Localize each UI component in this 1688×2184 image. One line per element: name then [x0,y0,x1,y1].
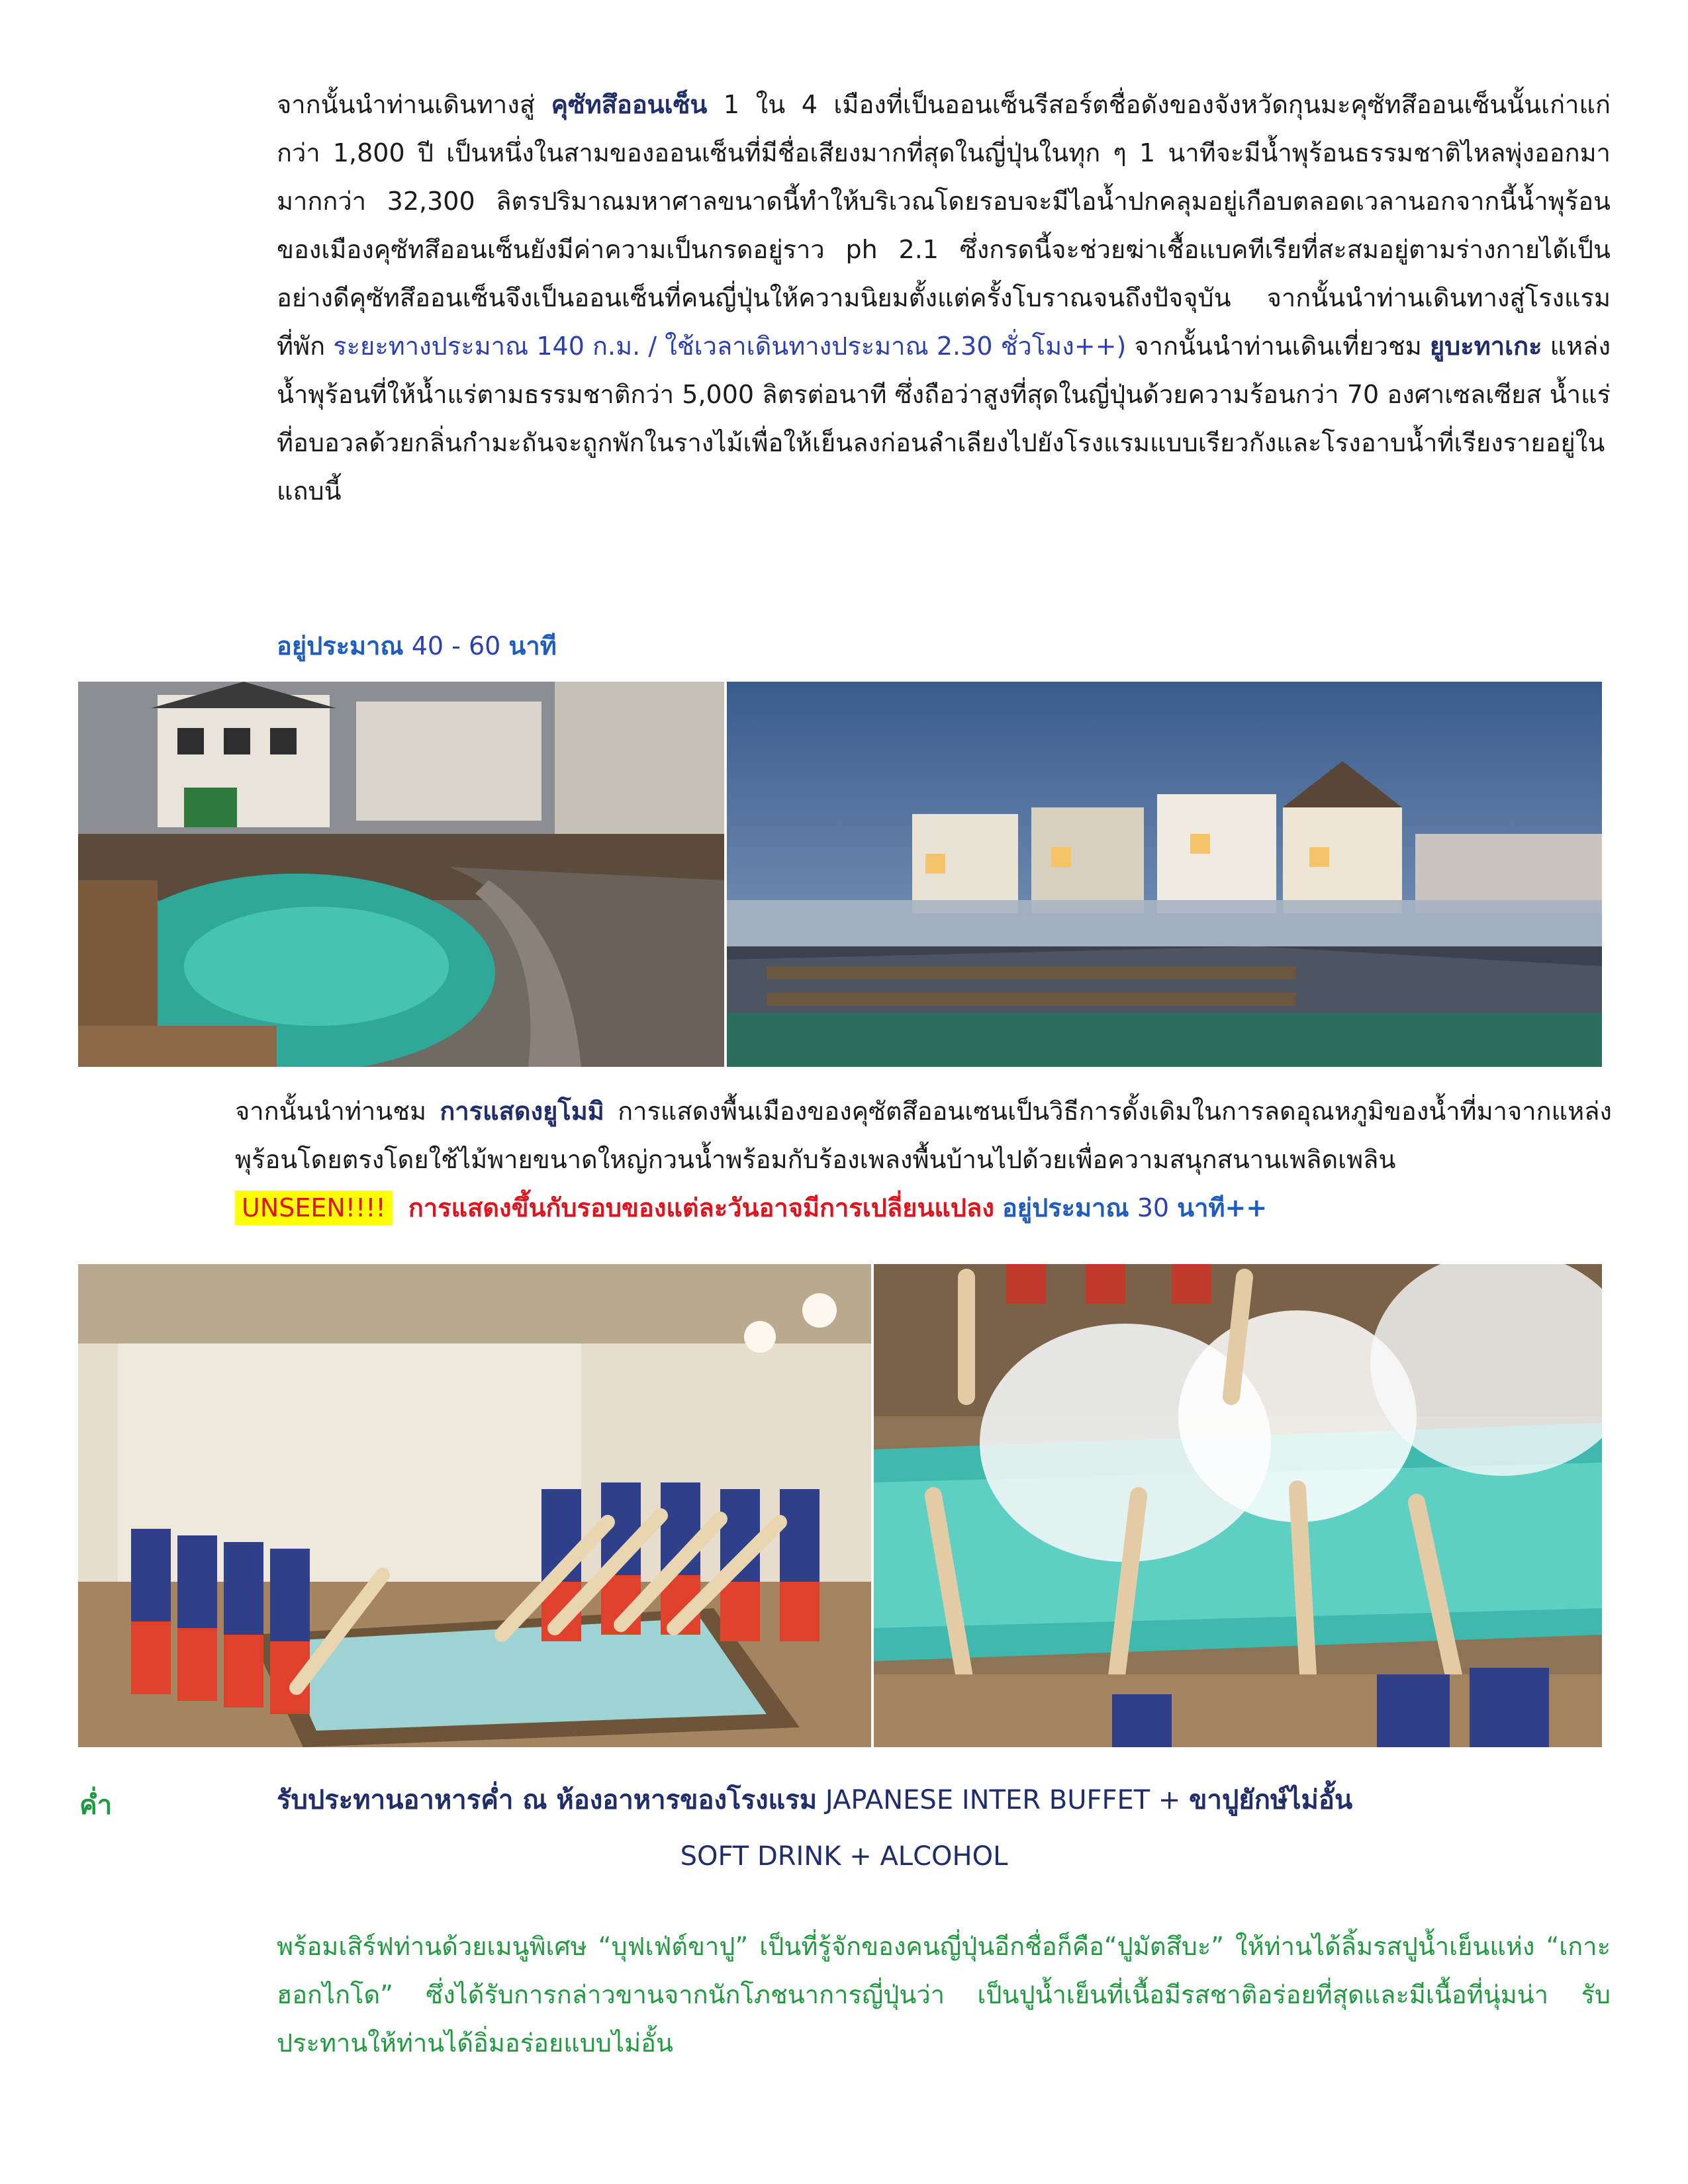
travel-distance: ระยะทางประมาณ 140 ก.ม. / ใช้เวลาเดินทางประมาณ 2.30 ชั่วโมง++) [333,332,1127,361]
schedule-note: การแสดงขึ้นกับรอบของแต่ละวันอาจมีการเปลี่ยนแปลง [408,1193,994,1222]
yumomi-show-name: การแสดงยูโมมิ [440,1097,604,1126]
yumomi-body: การแสดงพื้นเมืองของคุซัตสึออนเซนเป็นวิธีการดั้งเดิมในการลดอุณหภูมิของน้ำที่มาจากแหล่งพุร้อนโดยตรงโดยใช้ไม้พายขนาดใหญ่กวนน้ำพร้อมกับร้องเพลงพื้นบ้านไปด้วยเพื่อความสนุกสนานเพลิดเพลิน [235,1097,1612,1174]
dinner-drinks: SOFT DRINK + ALCOHOL [680,1841,1008,1872]
yubatake-name: ยูบะทาเกะ [1429,332,1542,361]
kusatsu-duration: อยู่ประมาณ 40 - 60 นาที [277,631,557,660]
kusatsu-place-name: คุซัทสึออนเซ็น [551,90,708,119]
dinner-description: พร้อมเสิร์ฟท่านด้วยเมนูพิเศษ “บุฟเฟ่ต์ขาปู” เป็นที่รู้จักของคนญี่ปุ่นอีกชื่อก็คือ“ปูมัตสึบะ” ให้ท่านได้ลิ้มรสปูน้ำเย็นแห่ง “เกาะฮอกไกโด” ซึ่งได้รับการกล่าวขานจากนักโภชนาการญี่ปุ่นว่า เป็นปูน้ำเย็นที่เนื้อมีรสชาติอร่อยที่สุดและมีเนื้อที่นุ่มน่า รับประทานให้ท่านได้อิ่มอร่อยแบบไม่อั้น [277,1932,1611,2058]
yumomi-water-photo [874,1264,1602,1747]
meal-time-label: ค่ำ [79,1790,113,1821]
yumomi-intro: จากนั้นนำท่านชม [235,1097,440,1126]
unseen-badge: UNSEEN!!!! [235,1191,393,1225]
kusatsu-body-3: แหล่งน้ำพุร้อนที่ให้น้ำแร่ตามธรรมชาติกว่า 5,000 ลิตรต่อนาที ซึ่งถือว่าสูงที่สุดในญี่ปุ่นด้วยความร้อนกว่า 70 องศาเซลเซียส น้ำแร่ที่อบอวลด้วยกลิ่นกำมะถันจะถูกพักในรางไม้เพื่อให้เย็นลงก่อนลำเลียงไปยังโรงแรมแบบเรียวกังและโรงอาบน้ำที่เรียงรายอยู่ในแถบนี้ [277,332,1611,506]
yumomi-paragraph: จากนั้นนำท่านชม การแสดงยูโมมิ การแสดงพื้นเมืองของคุซัตสึออนเซนเป็นวิธีการดั้งเดิมในการลดอุณหภูมิของน้ำที่มาจากแหล่งพุร้อนโดยตรงโดยใช้ไม้พายขนาดใหญ่กวนน้ำพร้อมกับร้องเพลงพื้นบ้านไปด้วยเพื่อความสนุกสนานเพลิดเพลิน UNSEEN!!!! การแสดงขึ้นกับรอบของแต่ละวันอาจมีการเปลี่ยนแปลง อยู่ประมาณ 30 นาที++ [235,1087,1612,1232]
dinner-heading: รับประทานอาหารค่ำ ณ ห้องอาหารของโรงแรม JAPANESE INTER BUFFET + ขาปูยักษ์ไม่อั้น [277,1785,1353,1815]
yumomi-show-photo [78,1264,871,1747]
yubatake-photo-day [78,682,724,1067]
kusatsu-body-2: จากนั้นนำท่านเดินเที่ยวชม [1126,332,1430,361]
yubatake-photo-night [727,682,1602,1067]
kusatsu-body-1: 1 ใน 4 เมืองที่เป็นออนเซ็นรีสอร์ตชื่อดังของจังหวัดกุนมะคุซัทสึออนเซ็นนั้นเก่าแก่กว่า 1,800 ปี เป็นหนึ่งในสามของออนเซ็นที่มีชื่อเสียงมากที่สุดในญี่ปุ่นในทุก ๆ 1 นาทีจะมีน้ำพุร้อนธรรมชาติไหลพุ่งออกมามากกว่า 32,300 ลิตรปริมาณมหาศาลขนาดนี้ทำให้บริเวณโดยรอบจะมีไอน้ำปกคลุมอยู่เกือบตลอดเวลานอกจากนี้น้ำพุร้อนของเมืองคุซัทสึออนเซ็นยังมีค่าความเป็นกรดอยู่ราว ph 2.1 ซึ่งกรดนี้จะช่วยฆ่าเชื้อแบคทีเรียที่สะสมอยู่ตามร่างกายได้เป็นอย่างดีคุซัทสึออนเซ็นจึงเป็นออนเซ็นที่คนญี่ปุ่นให้ความนิยมตั้งแต่ครั้งโบราณจนถึงปัจจุบัน จากนั้นนำท่านเดินทางสู่โรงแรมที่พัก [277,90,1611,361]
kusatsu-intro: จากนั้นนำท่านเดินทางสู่ [277,90,551,119]
kusatsu-paragraph [277,81,1611,516]
